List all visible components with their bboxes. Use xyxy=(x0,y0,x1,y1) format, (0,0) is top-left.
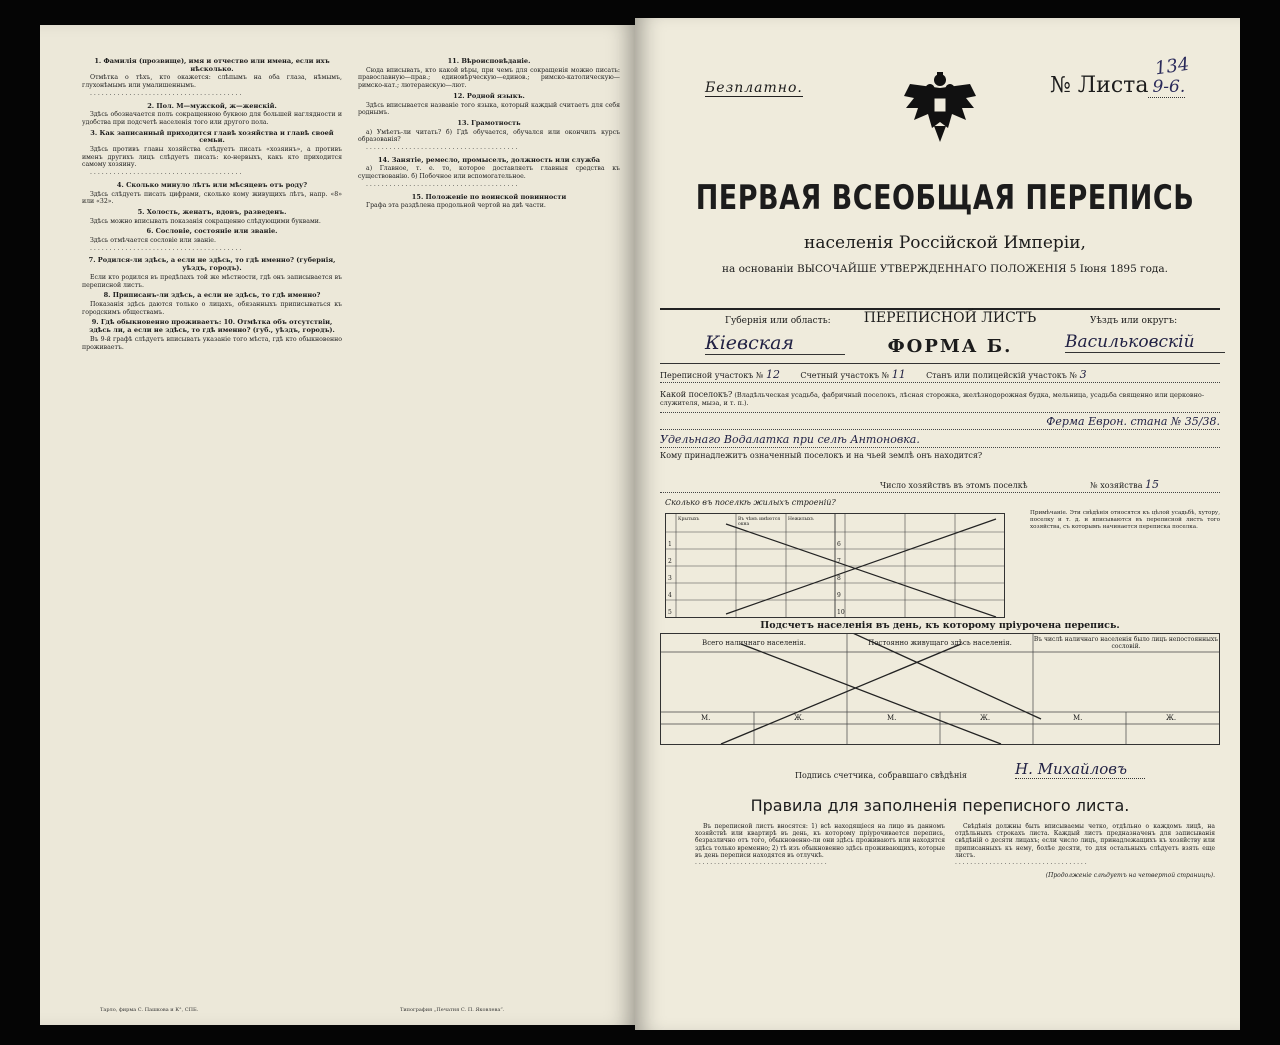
section-text: Сюда вписывать, кто какой вѣры, при чемъ для сокращенія можно писать: православную—прав.; единовѣрческую—единов.; римско-католическую—римско-кат.; лютеранскую—лют. xyxy=(358,66,620,90)
pop-m: М. xyxy=(1073,714,1083,722)
pop-f: Ж. xyxy=(980,714,991,722)
double-headed-eagle-emblem xyxy=(900,66,980,146)
rules-text: Свѣдѣнія должны быть вписываемы четко, отдѣльно о каждомъ лицѣ, на отдѣльныхъ строкахъ листа. Каждый листъ предназначенъ для записыванія свѣдѣній о десяти лицахъ; если число лицъ, принадлежащихъ къ хозяйству или приписанныхъ къ нему, болѣе десяти, то для остальныхъ слѣдуетъ взять еще листъ. xyxy=(955,823,1215,859)
form-name: ФОРМА Б. xyxy=(887,336,1013,357)
instruction-1 xyxy=(82,58,342,90)
section-text: Здѣсь отмѣчается сословіе или званіе. xyxy=(90,237,216,245)
buildings-header-2: Въ чѣмъ имѣются окна xyxy=(738,517,781,527)
settlement-value-row xyxy=(660,415,1220,430)
instruction-11 xyxy=(358,58,620,90)
section-text: Въ 9-й графѣ слѣдуетъ вписывать указаніе того мѣста, гдѣ кто обыкновенно проживаетъ. xyxy=(82,335,342,351)
section-heading: 14. Занятіе, ремесло, промыселъ, должность или служба xyxy=(377,155,601,164)
row-number: 10 xyxy=(837,609,845,616)
province-label: Губернія или область: xyxy=(725,316,831,326)
archive-number: 134 xyxy=(1153,53,1191,80)
rules-title: Правила для заполненія переписного листа. xyxy=(750,796,1130,815)
section-heading: 15. Положеніе по воинской повинности xyxy=(411,192,567,201)
free-label: Безплатно. xyxy=(705,80,803,96)
district-label: Уѣздъ или округъ: xyxy=(1090,316,1178,326)
row-number: 4 xyxy=(668,592,672,599)
row-number: 2 xyxy=(668,558,672,565)
instruction-13 xyxy=(358,120,620,144)
instruction-8 xyxy=(82,292,342,316)
instruction-12 xyxy=(358,93,620,117)
section-heading: 1. Фамилія (прозвище), имя и отчество или имена, если ихъ нѣсколько. xyxy=(94,57,330,73)
buildings-table-grid xyxy=(666,514,1004,617)
census-title: ПЕРВАЯ ВСЕОБЩАЯ ПЕРЕПИСЬ xyxy=(695,179,1195,218)
sheet-number-value: 9-6. xyxy=(1148,77,1185,98)
section-heading: 6. Сословіе, состояніе или званіе. xyxy=(146,227,278,236)
row-number: 7 xyxy=(837,558,841,565)
household-number-value: 15 xyxy=(1145,478,1160,491)
row-number: 9 xyxy=(837,592,841,599)
section-heading: 12. Родной языкъ. xyxy=(453,91,525,100)
households-label: Число хозяйствъ въ этомъ поселкѣ xyxy=(880,481,1028,490)
police-section-value: 3 xyxy=(1079,368,1087,381)
row-number: 8 xyxy=(837,575,841,582)
settlement-value: Ферма Еврон. стана № 35/38. xyxy=(1046,415,1220,428)
row-number: 3 xyxy=(668,575,672,582)
section-text: Показанія здѣсь даются только о лицахъ, обязанныхъ приписываться къ городскимъ обществамъ. xyxy=(82,300,342,316)
section-heading: 7. Родился-ли здѣсь, а если не здѣсь, то гдѣ именно? (губернія, уѣздъ, городъ). xyxy=(88,256,336,273)
settlement-hint: (Владѣльческая усадьба, фабричный поселокъ, лѣсная сторожка, желѣзнодорожная будка, мельница, усадьба священно или церковно-служителя, мыза, и т. п.). xyxy=(660,391,1205,407)
section-heading: 4. Сколько минуло лѣтъ или мѣсяцевъ отъ роду? xyxy=(116,180,308,189)
buildings-row-numbers-2 xyxy=(837,536,845,621)
instruction-2 xyxy=(82,103,342,127)
settlement-label: Какой поселокъ? xyxy=(660,390,733,399)
filler-text: · · · · · · · · · · · · · · · · · · · · · · · · · · · · · · · · · · · xyxy=(955,861,1087,869)
section-text: Здѣсь вписывается названіе того языка, который каждый считаетъ для себя роднымъ. xyxy=(358,101,620,117)
row-number: 1 xyxy=(668,541,672,548)
counter-signature-label: Подпись счетчика, собравшаго свѣдѣнія xyxy=(795,771,967,780)
section-text: Здѣсь слѣдуетъ писать цифрами, сколько кому живущихъ лѣтъ, напр. «8» или «32». xyxy=(82,190,342,206)
section-heading: 2. Пол. М—мужской, ж—женскій. xyxy=(147,101,277,110)
section-heading: 3. Как записанный приходится главѣ хозяйства и главѣ своей семьи. xyxy=(90,128,334,145)
section-heading: 13. Грамотность xyxy=(457,118,521,127)
settlement-value-2: Удельнаго Водалатка при селѣ Антоновка. xyxy=(660,433,920,446)
left-page xyxy=(40,25,635,1025)
divider xyxy=(660,363,1220,364)
population-count-title: Подсчетъ населенія въ день, къ которому пріурочена перепись. xyxy=(760,620,1120,631)
province-value: Кіевская xyxy=(705,332,845,355)
pop-m: М. xyxy=(701,714,711,722)
filler-text: · · · · · · · · · · · · · · · · · · · · · · · · · · · · · · · · · · · xyxy=(695,861,827,869)
section-heading: 5. Холость, женатъ, вдовъ, разведенъ. xyxy=(137,207,287,216)
right-page xyxy=(635,18,1240,1030)
instruction-9 xyxy=(82,319,342,351)
buildings-note: Примѣчаніе. Эти свѣдѣнія относятся къ цѣлой усадьбѣ, хутору, поселку и т. д. и вписываются въ переписной листъ того хозяйства, съ которымъ начинается переписка поселка. xyxy=(1030,510,1220,530)
continued-note: (Продолженіе слѣдуетъ на четвертой страницѣ). xyxy=(1045,872,1215,880)
filler-text: · · · · · · · · · · · · · · · · · · · · · · · · · · · · · · · · · · · · · · · xyxy=(366,146,518,154)
form-title: ПЕРЕПИСНОЙ ЛИСТЪ xyxy=(863,310,1037,326)
sections-row xyxy=(660,368,1220,383)
census-section-value: 12 xyxy=(765,368,780,381)
count-section-label: Счетный участокъ № xyxy=(800,371,890,380)
buildings-row-numbers xyxy=(668,536,672,621)
section-text: а) Умѣетъ-ли читать? б) Гдѣ обучается, обучался или окончилъ курсъ образованія? xyxy=(358,128,620,144)
count-section-value: 11 xyxy=(891,368,906,381)
left-column-1 xyxy=(82,55,342,353)
instruction-15 xyxy=(358,194,620,210)
settlement-row xyxy=(660,390,1220,413)
census-subtitle: населенія Россійской Имперіи, xyxy=(804,233,1086,253)
population-table xyxy=(660,633,1220,745)
district-value: Васильковскій xyxy=(1065,332,1225,353)
instruction-14 xyxy=(358,157,620,181)
section-text: Здѣсь обозначается полъ сокращенною буквою для большей наглядности и удобства при подсчетѣ населенія того или другого пола. xyxy=(82,111,342,126)
counter-signature-value: Н. Михайловъ xyxy=(1015,760,1145,779)
rules-text: Въ переписной листъ вносятся: 1) всѣ находящіеся на лицо въ данномъ хозяйствѣ или квартирѣ въ день, къ которому пріурочивается перепись, безразлично отъ того, обыкновенно-ли они здѣсь проживаютъ или находятся здѣсь только временно; 2) тѣ изъ обыкновенно здѣсь проживающихъ, которые въ день переписи находятся въ отлучкѣ. xyxy=(695,823,945,859)
owner-label: Кому принадлежитъ означенный поселокъ и на чьей землѣ онъ находится? xyxy=(660,451,983,460)
pop-f: Ж. xyxy=(1166,714,1177,722)
row-number: 6 xyxy=(837,541,841,548)
police-section-label: Станъ или полицейскій участокъ № xyxy=(926,371,1078,380)
households-row xyxy=(660,478,1220,493)
sheet-number-label: № Листа xyxy=(1050,73,1149,98)
filler-text: · · · · · · · · · · · · · · · · · · · · · · · · · · · · · · · · · · · · · · · xyxy=(366,182,518,190)
census-section-label: Переписной участокъ № xyxy=(660,371,764,380)
section-text: Отмѣтка о тѣхъ, кто окажется: слѣпымъ на оба глаза, нѣмымъ, глухонѣмымъ или умалишеннымъ. xyxy=(82,74,342,90)
filler-text: · · · · · · · · · · · · · · · · · · · · · · · · · · · · · · · · · · · · · · · xyxy=(90,171,242,179)
instruction-5 xyxy=(82,209,342,225)
row-number: 5 xyxy=(668,609,672,616)
section-heading: 9. Гдѣ обыкновенно проживаетъ: 10. Отмѣтка объ отсутствіи, здѣсь ли, а если не здѣсь, то гдѣ именно? (губ., уѣздъ, городъ). xyxy=(89,318,335,335)
section-text: Если кто родился въ предѣлахъ той же мѣстности, гдѣ онъ записывается въ переписной листъ. xyxy=(82,273,342,289)
instruction-3 xyxy=(82,130,342,170)
legal-basis: на основаніи ВЫСОЧАЙШЕ УТВЕРЖДЕННАГО ПОЛОЖЕНІЯ 5 Іюня 1895 года. xyxy=(721,263,1168,275)
pop-header-non-permanent: Въ числѣ наличнаго населенія было лицъ непостоянныхъ сословій. xyxy=(1033,636,1219,650)
filler-text: · · · · · · · · · · · · · · · · · · · · · · · · · · · · · · · · · · · · · · · xyxy=(90,91,242,99)
section-heading: 8. Приписанъ-ли здѣсь, а если не здѣсь, то гдѣ именно? xyxy=(103,291,321,300)
instruction-6 xyxy=(82,228,342,244)
buildings-header-3: Нежилыхъ xyxy=(788,517,814,522)
section-text: Графа эта раздѣлена продольной чертой на двѣ части. xyxy=(366,202,546,210)
instruction-7 xyxy=(82,257,342,289)
section-text: Здѣсь можно вписывать показанія сокращенно слѣдующими буквами. xyxy=(90,217,321,225)
buildings-table xyxy=(665,513,1005,618)
population-table-grid xyxy=(661,634,1219,744)
household-number-label: № хозяйства xyxy=(1090,481,1143,490)
buildings-header-1: Крытыхъ xyxy=(678,517,700,522)
left-column-2 xyxy=(358,55,620,212)
section-text: Здѣсь противъ главы хозяйства слѣдуетъ писать «хозяинъ», а противъ именъ другихъ лицъ слѣдуетъ писать: ко-нервыхъ, какъ кто приходится самому хозяину. xyxy=(82,146,342,169)
section-heading: 11. Вѣроисповѣданіе. xyxy=(447,57,531,65)
filler-text: · · · · · · · · · · · · · · · · · · · · · · · · · · · · · · · · · · · · · · · xyxy=(90,246,242,254)
owner-row xyxy=(660,451,1220,465)
buildings-label: Сколько въ поселкѣ жилыхъ строеній? xyxy=(665,498,836,507)
pop-f: Ж. xyxy=(794,714,805,722)
settlement-value-row-2 xyxy=(660,433,1220,448)
pop-m: М. xyxy=(887,714,897,722)
rules-column-1 xyxy=(695,823,945,870)
rules-column-2 xyxy=(955,823,1215,879)
printer-imprint-left: Тарло, фирма С. Пашкова и К°, СПБ. xyxy=(100,1007,199,1013)
section-text: а) Главное, т. е. то, которое доставляетъ главныя средства къ существованію. б) Побочное или вспомогательное. xyxy=(358,165,620,181)
pop-header-permanent: Постоянно живущаго здѣсь населенія. xyxy=(868,639,1012,647)
printer-imprint-right: Типография „Печатня С. П. Яковлева“. xyxy=(400,1007,505,1013)
instruction-4 xyxy=(82,182,342,206)
pop-header-total: Всего наличнаго населенія. xyxy=(702,639,806,647)
